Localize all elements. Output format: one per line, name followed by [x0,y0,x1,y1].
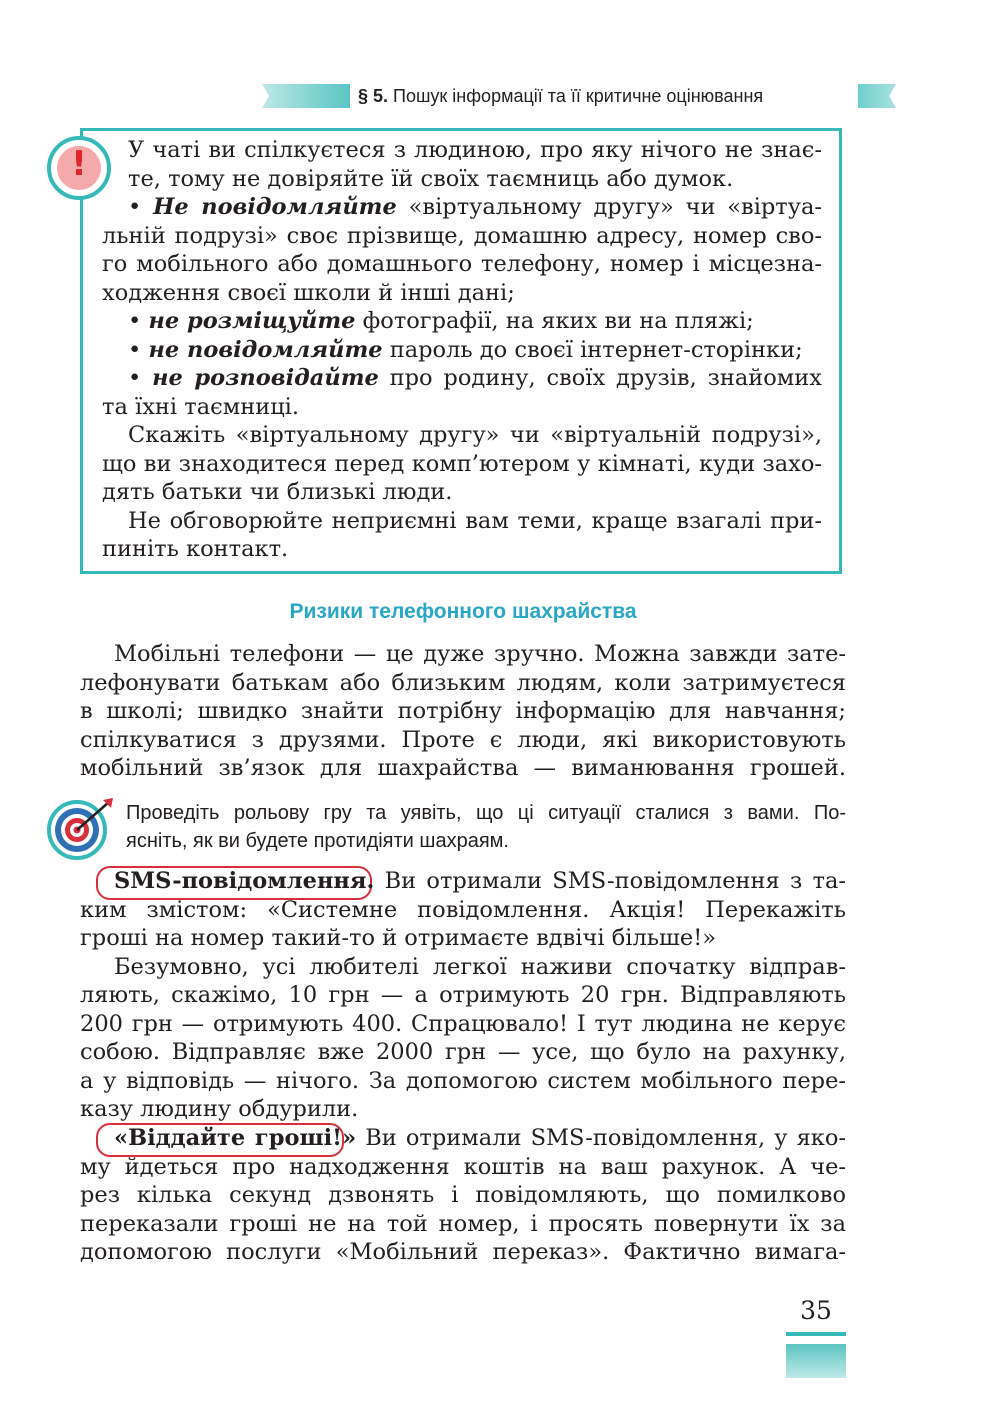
section-heading: Ризики телефонного шахрайства [289,600,637,623]
giveback-label: «Віддайте гроші!» [114,1125,357,1151]
text-line: лефонувати батькам або близьким людям, коли затримуєтеся [80,669,846,696]
sms-paragraph [80,867,846,1124]
emphasis: Не повідомляйте [153,194,397,220]
bullet-cont: та їхні таємниці. [102,393,300,420]
intro-paragraph [80,640,846,783]
text-line: в школі; швидко знайти потрібну інформацію для навчання; [80,698,846,724]
running-header [358,84,763,108]
task-line: ясніть, як ви будете протидіяти шахраям. [126,830,509,852]
text-line: гроші на номер такий-то й отримаєте вдвічі більше!» [80,925,717,951]
section-number: § 5. [358,86,389,106]
text-line: ким змістом: «Системне повідомлення. Акція! Перекажіть [80,896,846,923]
text-line: Мобільні телефони — це дуже зручно. Можна завжди зате- [114,641,846,667]
text-line: допомогою послуги «Мобільний переказ». Фактично вимага- [80,1239,846,1265]
text-line: казу людину обдурили. [80,1096,359,1122]
target-icon [47,796,119,860]
bullet-line: • не повідомляйте пароль до своєї інтернет-сторінки; [128,336,803,363]
sms-label: SMS-повідомлення. [114,868,375,894]
warning-line: що ви знаходитеся перед комп’ютером у кімнаті, куди захо- [102,450,822,477]
page-corner-decor [786,1344,846,1378]
bullet-cont: го мобільного або домашнього телефону, номер і місцезна- [102,251,822,277]
header-decor-right [858,84,896,108]
text-line: му йдеться про надходження коштів на ваш рахунок. А че- [80,1153,846,1180]
emphasis: не повідомляйте [148,336,383,363]
warning-line: У чаті ви спілкуєтеся з людиною, про яку нічого не знає- [128,137,822,163]
bullet-line: • Не повідомляйте «віртуальному другу» чи «віртуа- [128,194,823,220]
text-line: рез кілька секунд дзвонять і повідомляють, що помилково [80,1182,846,1208]
task-line: Проведіть рольову гру та уявіть, що ці ситуації сталися з вами. По- [126,802,846,824]
section-title: Пошук інформації та її критичне оцінювання [393,86,764,106]
header-decor-left [262,84,350,108]
text-line: а у відповідь — нічого. За допомогою систем мобільного пере- [80,1067,846,1094]
text-line: собою. Відправляє вже 2000 грн — усе, що було на рахунку, [80,1039,846,1065]
exclamation-icon: ! [47,136,111,200]
text-line: спілкуватися з друзями. Проте є люди, які використовують [80,726,846,753]
giveback-paragraph [80,1124,846,1267]
bullet-line: • не розміщуйте фотографії, на яких ви на пляжі; [128,308,754,334]
text-line: мобільний зв’язок для шахрайства — виманювання грошей. [80,755,846,781]
emphasis: не розповідайте [152,365,379,391]
text-line: Безумовно, усі любителі легкої наживи спочатку відправ- [114,953,846,980]
text-line: «Віддайте гроші!» Ви отримали SMS-повідомлення, у яко- [114,1125,846,1151]
warning-line: пиніть контакт. [102,536,289,562]
text-line: SMS-повідомлення. Ви отримали SMS-повідомлення з та- [114,868,846,894]
bullet-line: • не розповідайте про родину, своїх друзів, знайомих [128,365,822,391]
warning-line: Скажіть «віртуальному другу» чи «віртуальній подрузі», [128,422,822,448]
warning-line: те, тому не довіряйте їй своїх таємниць або думок. [128,165,734,192]
text-line: 200 грн — отримують 400. Спрацювало! І тут людина не керує [80,1010,846,1037]
task-text [126,799,846,855]
bullet-cont: льній подрузі» своє прізвище, домашню адресу, номер сво- [102,222,822,249]
warning-line: Не обговорюйте неприємні вам теми, краще взагалі при- [128,507,822,534]
text-line: переказали гроші не на той номер, і просять повернути їх за [80,1210,846,1237]
emphasis: не розміщуйте [148,308,356,334]
text-line: ляють, скажімо, 10 грн — а отримують 20 грн. Відправляють [80,982,846,1008]
page-number: 35 [800,1296,832,1325]
bullet-cont: ходження своєї школи й інші дані; [102,279,515,306]
warning-line: дять батьки чи близькі люди. [102,479,453,505]
page-number-rule [786,1332,846,1336]
warning-text [102,136,823,564]
